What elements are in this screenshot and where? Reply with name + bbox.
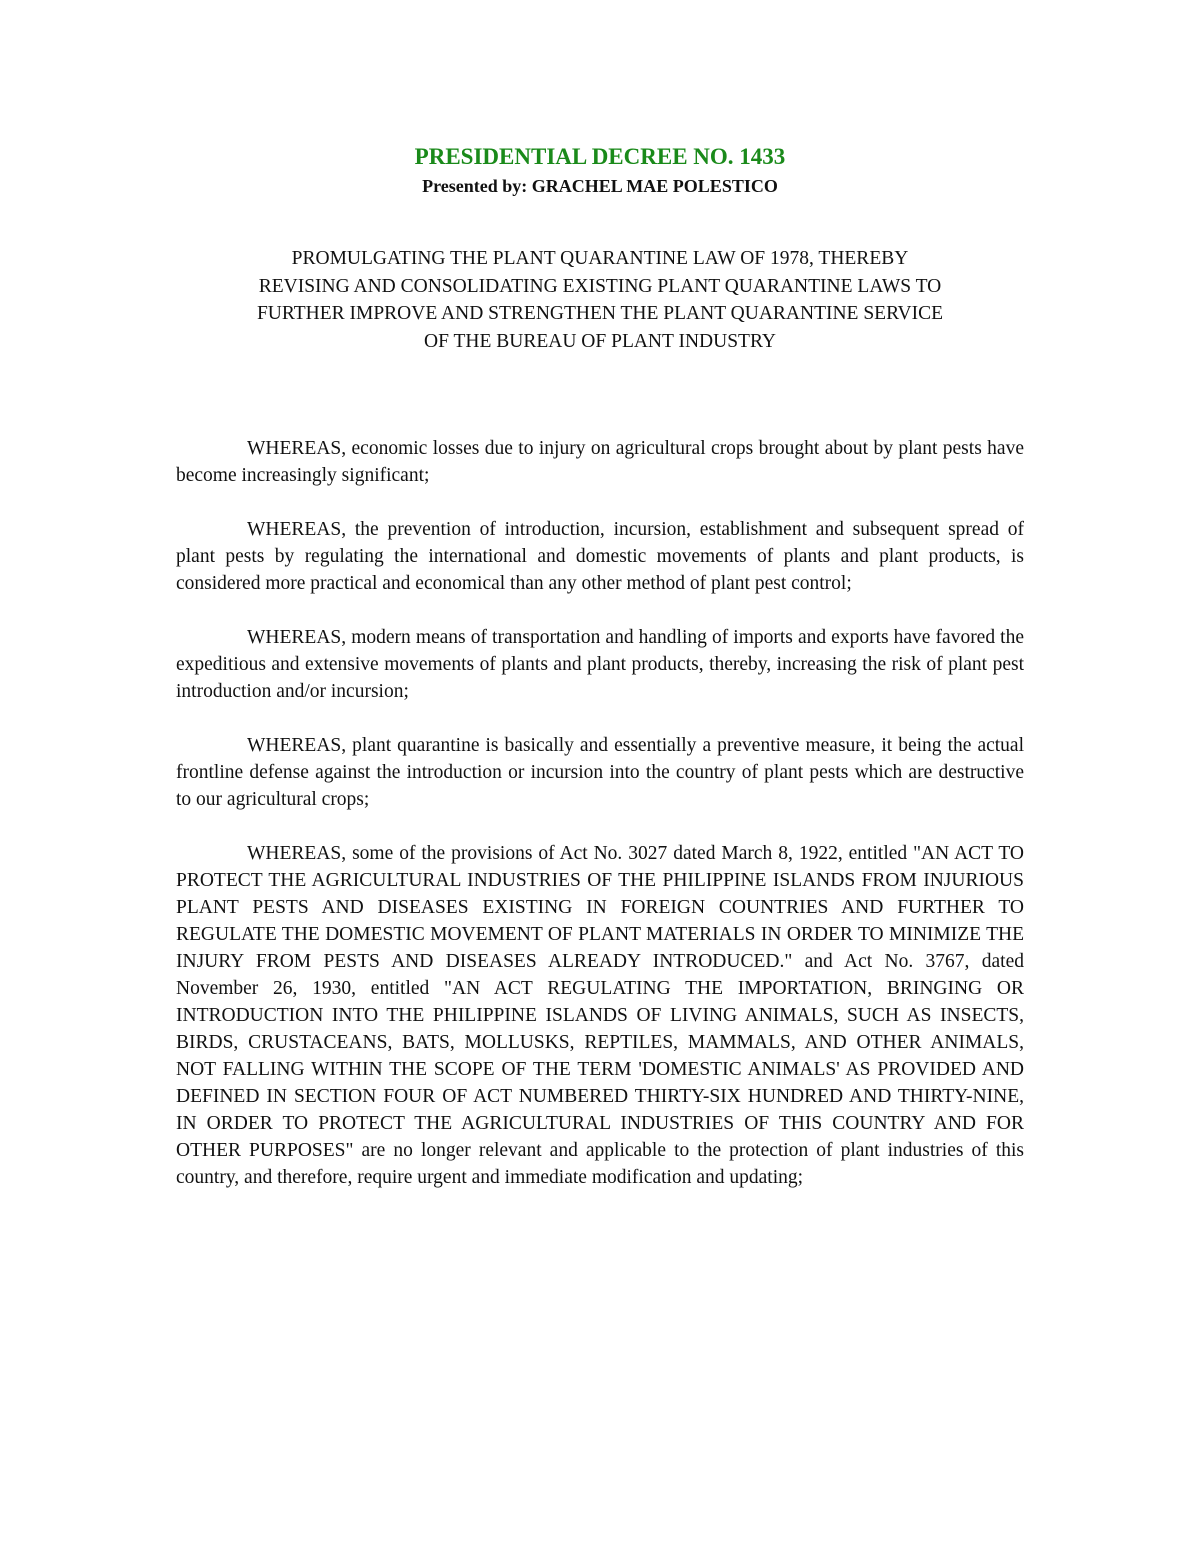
subtitle-line: OF THE BUREAU OF PLANT INDUSTRY [424,330,776,352]
subtitle-line: FURTHER IMPROVE AND STRENGTHEN THE PLANT QUARANTINE SERVICE [256,303,944,324]
decree-subtitle [175,245,1025,355]
whereas-paragraph-3: WHEREAS, modern means of transportation and handling of imports and exports have favored the expeditious and extensive movements of plants and plant products, thereby, increasing the risk of plant pest introduction and/or incursion; [176,627,1024,702]
whereas-paragraph-2: WHEREAS, the prevention of introduction, incursion, establishment and subsequent spread of plant pests by regulating the international and domestic movements of plants and plant products, is considered more practical and economical than any other method of plant pest control; [176,519,1024,594]
document-title: PRESIDENTIAL DECREE NO. 1433 [414,144,786,169]
presenter-line: Presented by: GRACHEL MAE POLESTICO [422,176,778,196]
subtitle-line: PROMULGATING THE PLANT QUARANTINE LAW OF 1978, THEREBY [291,248,909,269]
whereas-paragraph-5: WHEREAS, some of the provisions of Act No. 3027 dated March 8, 1922, entitled "AN ACT TO PROTECT THE AGRICULTURAL INDUSTRIES OF THE PHILIPPINE ISLANDS FROM INJURIOUS PLANT PESTS AND DISEASES EXISTING IN FOREIGN COUNTRIES AND FURTHER TO REGULATE THE DOMESTIC MOVEMENT OF PLANT MATERIALS IN ORDER TO MINIMIZE THE INJURY FROM PESTS AND DISEASES ALREADY INTRODUCED." and Act No. 3767, dated November 26, 1930, entitled "AN ACT REGULATING THE IMPORTATION, BRINGING OR INTRODUCTION INTO THE PHILIPPINE ISLANDS OF LIVING ANIMALS, SUCH AS INSECTS, BIRDS, CRUSTACEANS, BATS, MOLLUSKS, REPTILES, MAMMALS, AND OTHER ANIMALS, NOT FALLING WITHIN THE SCOPE OF THE TERM 'DOMESTIC ANIMALS' AS PROVIDED AND DEFINED IN SECTION FOUR OF ACT NUMBERED THIRTY-SIX HUNDRED AND THIRTY-NINE, IN ORDER TO PROTECT THE AGRICULTURAL INDUSTRIES OF THIS COUNTRY AND FOR OTHER PURPOSES" are no longer relevant and applicable to the protection of plant industries of this country, and therefore, require urgent and immediate modification and updating; [176,843,1024,1188]
subtitle-line: REVISING AND CONSOLIDATING EXISTING PLANT QUARANTINE LAWS TO [258,275,942,297]
whereas-paragraph-4: WHEREAS, plant quarantine is basically and essentially a preventive measure, it being the actual frontline defense against the introduction or incursion into the country of plant pests which are destructive to our agricultural crops; [176,735,1024,810]
document-body [176,435,1024,1218]
whereas-paragraph-1: WHEREAS, economic losses due to injury on agricultural crops brought about by plant pests have become increasingly significant; [176,438,1024,486]
